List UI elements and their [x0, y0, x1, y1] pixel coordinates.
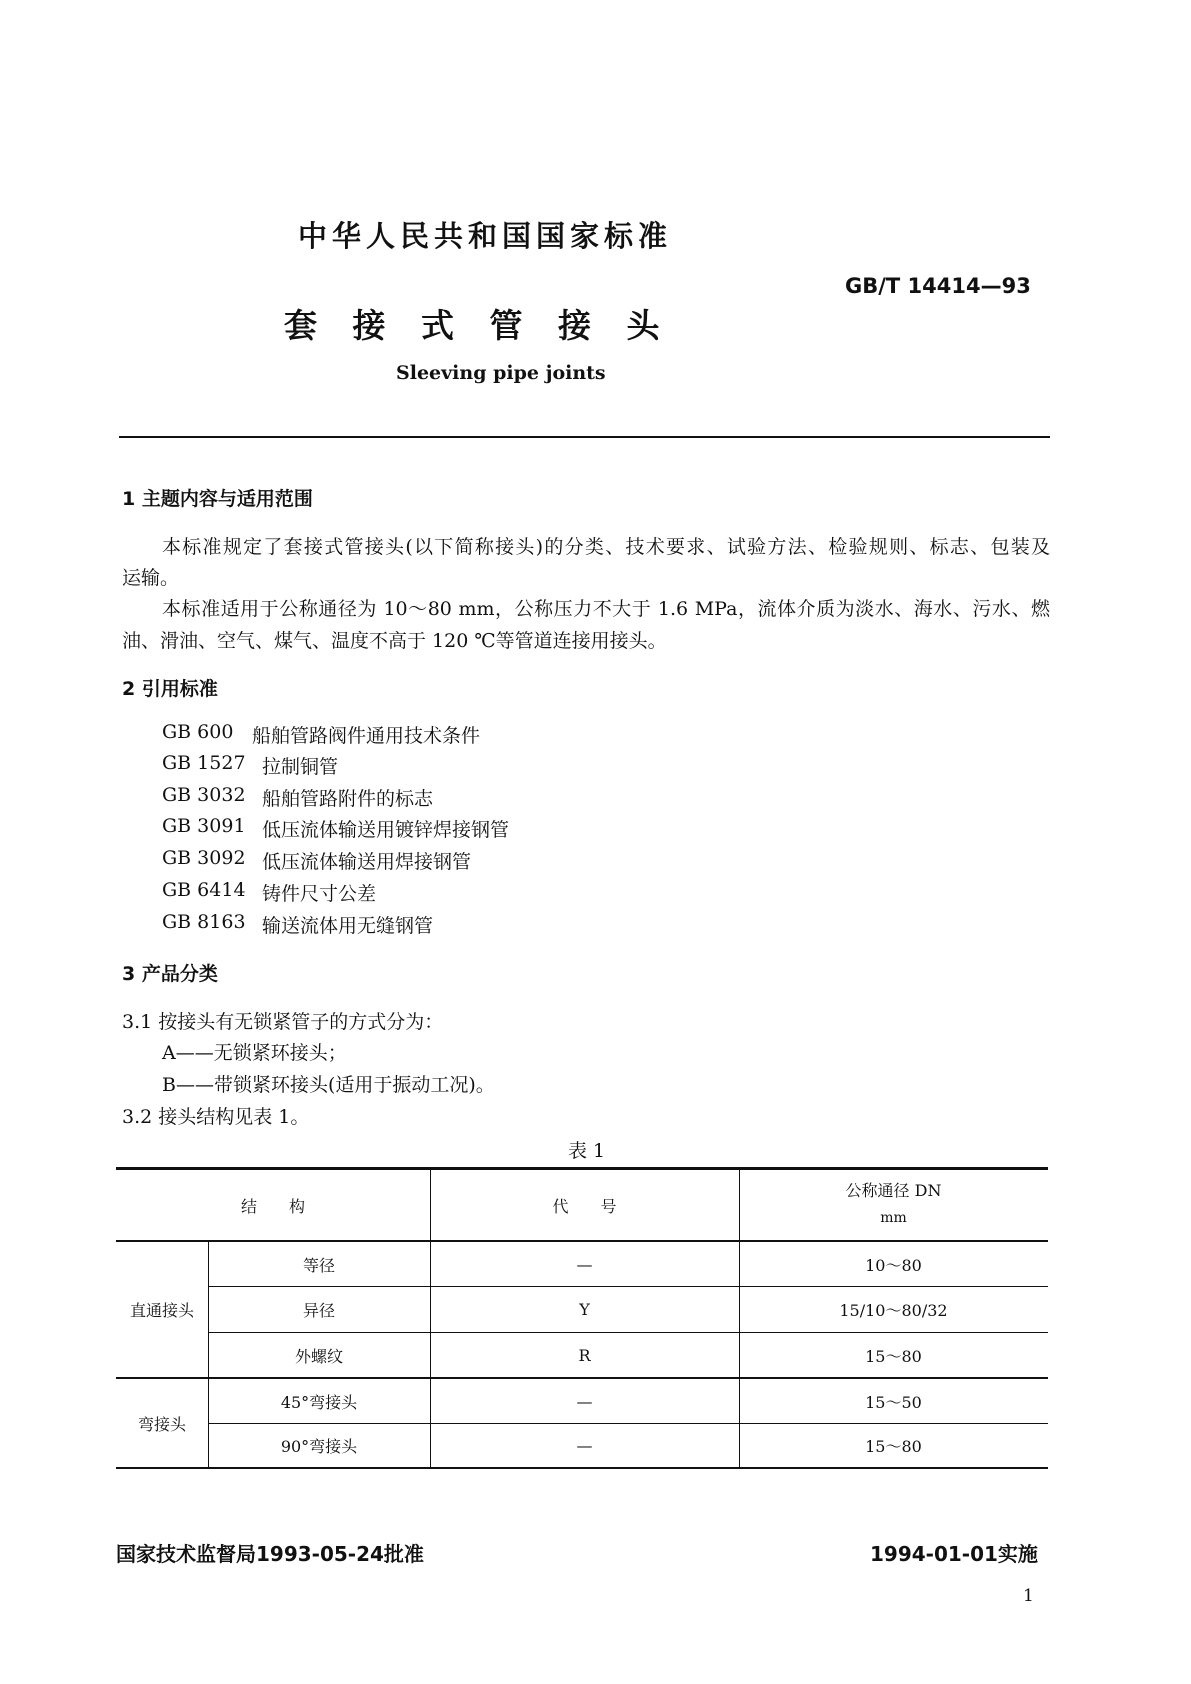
reference-code: GB 600 — [162, 721, 234, 743]
paragraph: 油、滑油、空气、煤气、温度不高于 120 ℃等管道连接用接头。 — [122, 630, 667, 652]
section-3-heading: 3 产品分类 — [122, 963, 218, 985]
reference-code: GB 3032 — [162, 784, 246, 806]
table-cell-code: — — [576, 1254, 593, 1274]
reference-title: 船舶管路阀件通用技术条件 — [252, 725, 481, 747]
page-number: 1 — [1023, 1586, 1034, 1606]
section-2-heading: 2 引用标准 — [122, 678, 218, 700]
table-cell-type: 45°弯接头 — [280, 1392, 358, 1412]
document-title-english: Sleeving pipe joints — [396, 362, 606, 384]
header-unit: mm — [880, 1210, 907, 1226]
table-cell-type: 异径 — [302, 1301, 335, 1320]
reference-code: GB 8163 — [162, 911, 246, 933]
table-cell-code: — — [576, 1436, 593, 1455]
header-structure: 结 构 — [240, 1196, 305, 1216]
reference-code: GB 3091 — [162, 815, 246, 837]
table-cell-dn: 15～50 — [865, 1392, 922, 1412]
table-cell-type: 90°弯接头 — [280, 1437, 358, 1456]
standard-code: GB/T 14414—93 — [845, 274, 1031, 298]
table-caption: 表 1 — [568, 1140, 606, 1162]
clause-3-1: 3.1 按接头有无锁紧管子的方式分为： — [122, 1011, 444, 1033]
table-cell-code: — — [576, 1391, 593, 1411]
reference-title: 铸件尺寸公差 — [262, 883, 377, 905]
table-cell-dn: 15～80 — [865, 1437, 922, 1456]
reference-code: GB 1527 — [162, 752, 246, 774]
reference-title: 拉制铜管 — [262, 756, 339, 778]
paragraph: 本标准适用于公称通径为 10～80 mm，公称压力不大于 1.6 MPa，流体介质为淡水、海水、污水、燃 — [162, 598, 1050, 620]
table-cell-type: 外螺纹 — [294, 1346, 343, 1366]
header-dn: 公称通径 DN — [845, 1180, 942, 1200]
clause-3-2: 3.2 接头结构见表 1。 — [122, 1106, 310, 1128]
reference-title: 低压流体输送用镀锌焊接钢管 — [262, 819, 510, 841]
section-1-heading: 1 主题内容与适用范围 — [122, 488, 313, 510]
header-code: 代 号 — [552, 1196, 617, 1216]
effective-date: 1994-01-01实施 — [870, 1542, 1038, 1566]
table-cell-dn: 10～80 — [865, 1255, 922, 1275]
table-cell-type: 等径 — [302, 1255, 335, 1275]
approval-date: 国家技术监督局1993-05-24批准 — [116, 1542, 424, 1566]
item-b: B——带锁紧环接头(适用于振动工况)。 — [162, 1074, 495, 1096]
issuing-org: 中华人民共和国国家标准 — [298, 219, 673, 253]
table-cell-dn: 15/10～80/32 — [839, 1301, 948, 1320]
group-elbow: 弯接头 — [137, 1414, 186, 1434]
table-cell-code: Y — [579, 1300, 590, 1319]
paragraph: 本标准规定了套接式管接头(以下简称接头)的分类、技术要求、试验方法、检验规则、标志、包装及 — [162, 536, 1050, 558]
reference-title: 输送流体用无缝钢管 — [262, 915, 434, 937]
header-rule — [119, 436, 1050, 438]
reference-title: 低压流体输送用焊接钢管 — [262, 851, 472, 873]
document-title: 套 接 式 管 接 头 — [284, 306, 672, 345]
table-cell-code: R — [578, 1345, 591, 1365]
paragraph: 运输。 — [122, 567, 180, 589]
reference-code: GB 3092 — [162, 847, 246, 869]
reference-title: 船舶管路附件的标志 — [262, 788, 434, 810]
reference-code: GB 6414 — [162, 879, 246, 901]
item-a: A——无锁紧环接头； — [162, 1042, 347, 1064]
table-cell-dn: 15～80 — [865, 1346, 922, 1366]
group-straight: 直通接头 — [129, 1301, 194, 1320]
